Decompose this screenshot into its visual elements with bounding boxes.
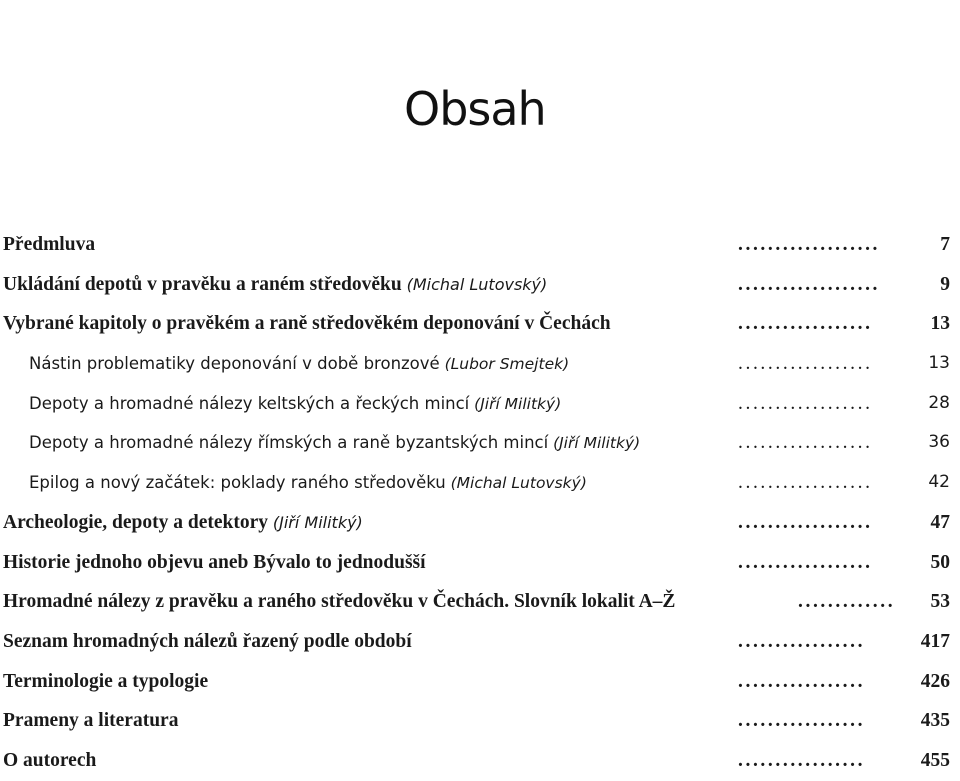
toc-dot-leader: .............: [798, 591, 896, 613]
toc-entry-text: [29, 463, 587, 504]
toc-page-number: 426: [920, 670, 950, 692]
toc-page-number: 53: [930, 591, 950, 613]
toc-entry[interactable]: [0, 622, 958, 662]
toc-subentry[interactable]: [0, 344, 958, 384]
toc-entry-title: Archeologie, depoty a detektory: [3, 511, 269, 533]
toc-page-number: 50: [930, 551, 950, 573]
toc-dot-leader: ..................: [738, 353, 873, 375]
toc-dot-leader: ...................: [738, 273, 881, 295]
toc-dot-leader: .................: [738, 749, 866, 771]
toc-entry-title: Ukládání depotů v pravěku a raném středověku: [3, 273, 402, 295]
toc-entry[interactable]: [0, 662, 958, 702]
toc-entry[interactable]: [0, 265, 958, 305]
toc-page-number: 7: [940, 234, 950, 255]
toc-page-number: 42: [928, 472, 950, 493]
toc-entry-text: [3, 582, 675, 622]
toc-entry-title: Seznam hromadných nálezů řazený podle období: [3, 630, 412, 652]
toc-dot-leader: ..................: [738, 472, 873, 494]
page-title: Obsah: [404, 82, 546, 136]
toc-dot-leader: .................: [738, 710, 866, 732]
toc-entry-text: [3, 701, 178, 741]
toc-page-number: 36: [928, 432, 950, 453]
toc-entry-author: (Michal Lutovský): [406, 274, 548, 294]
toc-page-number: 13: [930, 313, 950, 335]
toc-entry-text: [29, 344, 569, 385]
toc-entry-text: [29, 384, 561, 425]
toc-entry-title: Prameny a literatura: [3, 710, 179, 732]
toc-entry-title: O autorech: [3, 749, 97, 771]
toc-dot-leader: ..................: [738, 313, 873, 335]
toc-entry[interactable]: [0, 543, 958, 583]
toc-entry-text: [3, 265, 547, 305]
toc-entry-title: Hromadné nálezy z pravěku a raného středověku v Čechách. Slovník lokalit A–Ž: [3, 591, 676, 613]
toc-entry-title: Předmluva: [3, 234, 96, 255]
toc-entry-title: Epilog a nový začátek: poklady raného středověku: [29, 473, 446, 493]
toc-dot-leader: .................: [738, 630, 866, 652]
toc-entry-title: Nástin problematiky deponování v době bronzové: [29, 354, 440, 374]
toc-entry[interactable]: [0, 741, 958, 781]
toc-entry-text: [3, 304, 611, 344]
toc-entry-text: [3, 741, 96, 781]
toc-entry-text: [3, 225, 95, 265]
toc-page-number: 455: [920, 749, 950, 771]
toc-entry[interactable]: [0, 582, 958, 622]
toc-entry-title: Historie jednoho objevu aneb Bývalo to jednodušší: [3, 551, 426, 573]
toc-page-number: 13: [928, 353, 950, 374]
toc-entry-author: (Jiří Militký): [474, 394, 562, 413]
toc-page-number: 28: [928, 392, 950, 413]
toc-entry-title: Depoty a hromadné nálezy římských a raně byzantských mincí: [29, 433, 549, 453]
toc-subentry[interactable]: [0, 463, 958, 503]
toc-dot-leader: ...................: [738, 234, 881, 255]
toc-entry-title: Vybrané kapitoly o pravěkém a raně středověkém deponování v Čechách: [3, 313, 611, 335]
toc-entry-author: (Jiří Militký): [272, 512, 363, 532]
table-of-contents: [0, 225, 958, 781]
toc-entry-title: Depoty a hromadné nálezy keltských a řeckých mincí: [29, 393, 470, 413]
toc-dot-leader: ..................: [738, 551, 873, 573]
toc-dot-leader: ..................: [738, 511, 873, 533]
toc-page-number: 47: [930, 511, 950, 533]
toc-subentry[interactable]: [0, 384, 958, 424]
toc-entry-title: Terminologie a typologie: [3, 670, 209, 692]
toc-entry-author: (Jiří Militký): [553, 434, 641, 453]
toc-entry-text: [3, 622, 412, 662]
toc-dot-leader: ..................: [738, 392, 873, 414]
toc-entry[interactable]: [0, 225, 958, 265]
toc-entry-text: [3, 503, 363, 543]
toc-dot-leader: ..................: [738, 432, 873, 454]
toc-entry-author: (Michal Lutovský): [450, 474, 587, 493]
toc-entry-text: [3, 662, 208, 702]
toc-entry-text: [29, 423, 640, 464]
toc-entry[interactable]: [0, 304, 958, 344]
toc-entry[interactable]: [0, 701, 958, 741]
toc-entry-text: [3, 543, 426, 583]
toc-entry[interactable]: [0, 503, 958, 543]
toc-page-number: 435: [920, 710, 950, 732]
toc-subentry[interactable]: [0, 423, 958, 463]
toc-page-number: 417: [920, 630, 950, 652]
toc-page-number: 9: [940, 273, 950, 295]
toc-dot-leader: .................: [738, 670, 866, 692]
toc-entry-author: (Lubor Smejtek): [444, 355, 570, 374]
